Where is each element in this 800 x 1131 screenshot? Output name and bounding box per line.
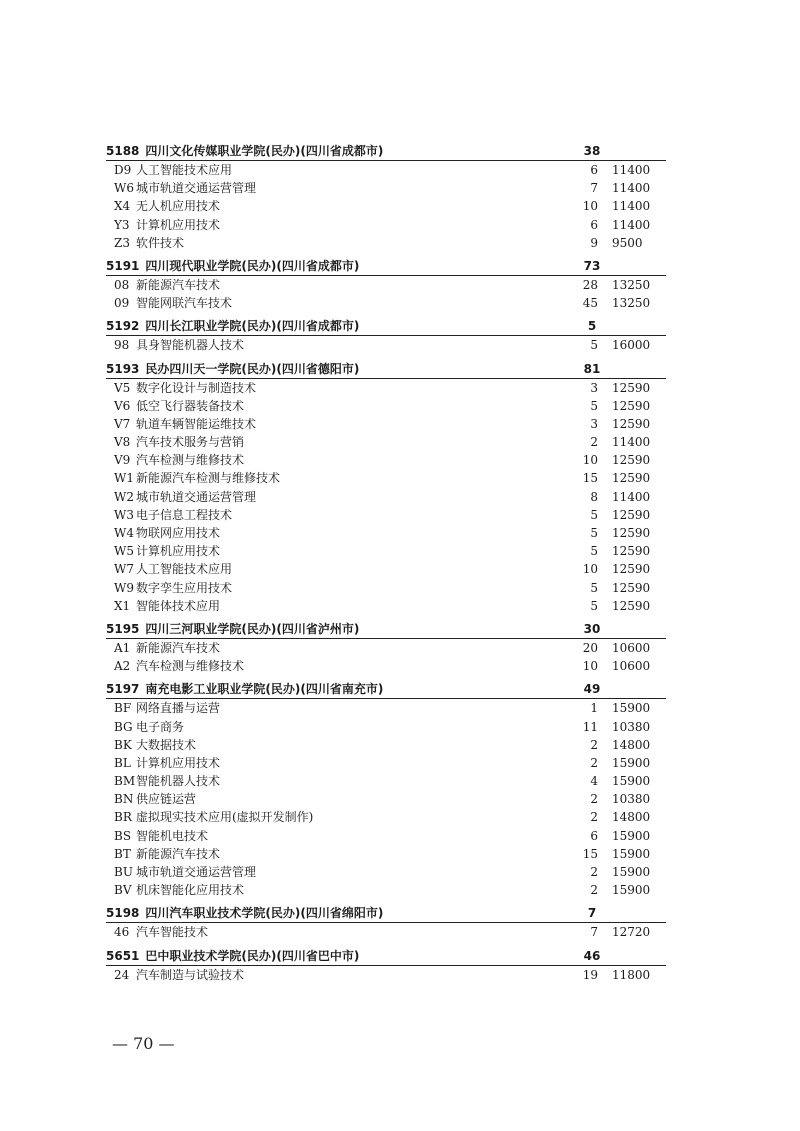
major-quota: 6: [590, 163, 598, 177]
major-fee: 12590: [612, 544, 651, 559]
major-quota: 5: [590, 507, 598, 522]
school-code: 5197: [106, 682, 140, 697]
major-fee: 11400: [612, 435, 651, 450]
major-quota: 19: [582, 967, 598, 982]
school-header: [106, 619, 666, 639]
major-fee: 12590: [612, 562, 651, 577]
major-code: BN: [114, 792, 134, 807]
school-code: 5651: [106, 948, 140, 963]
major-code: W7: [114, 562, 134, 577]
major-code: W6: [114, 181, 134, 196]
major-row: [106, 524, 666, 542]
major-name: 数字孪生应用技术: [136, 580, 233, 595]
major-row: [106, 827, 666, 845]
major-code: BT: [114, 846, 131, 861]
major-code: X1: [114, 598, 131, 613]
major-fee: 10380: [612, 792, 651, 807]
major-quota: 10: [582, 453, 598, 468]
major-row: [106, 379, 666, 397]
major-code: BS: [114, 828, 132, 843]
major-code: Y3: [114, 217, 130, 232]
major-code: 98: [114, 338, 130, 353]
major-row: [106, 772, 666, 790]
major-fee: 12590: [612, 380, 651, 395]
school-total-quota: 49: [583, 682, 601, 697]
school-name: 四川三河职业学院(民办)(四川省泸州市): [145, 621, 360, 636]
major-name: 汽车技术服务与营销: [136, 435, 245, 450]
major-name: 电子商务: [136, 719, 185, 734]
major-fee: 9500: [612, 235, 643, 250]
major-row: [106, 488, 666, 506]
major-quota: 20: [582, 640, 598, 655]
major-row: [106, 881, 666, 899]
major-code: BF: [114, 701, 132, 716]
major-row: [106, 754, 666, 772]
major-row: [106, 415, 666, 433]
major-fee: 10380: [612, 719, 651, 734]
major-quota: 2: [590, 755, 598, 770]
major-fee: 12590: [612, 471, 651, 486]
major-fee: 11400: [612, 181, 651, 196]
major-fee: 15900: [612, 774, 651, 789]
major-name: 低空飞行器装备技术: [136, 398, 245, 413]
major-quota: 2: [590, 792, 598, 807]
school-total-quota: 30: [583, 621, 601, 636]
school-name: 四川现代职业学院(民办)(四川省成都市): [145, 258, 360, 273]
major-name: 机床智能化应用技术: [136, 883, 245, 898]
major-row: [106, 966, 666, 984]
school-header: [106, 946, 666, 966]
major-name: 新能源汽车技术: [136, 640, 221, 655]
major-code: A1: [114, 640, 131, 655]
major-name: 智能机电技术: [136, 828, 209, 843]
major-row: [106, 161, 666, 179]
major-quota: 5: [590, 338, 598, 353]
major-fee: 12590: [612, 598, 651, 613]
school-title: [106, 256, 359, 276]
major-code: D9: [114, 163, 132, 177]
major-row: [106, 397, 666, 415]
major-name: 智能机器人技术: [136, 774, 221, 789]
major-fee: 13250: [612, 277, 651, 292]
major-row: [106, 294, 666, 312]
major-code: 08: [114, 277, 130, 292]
major-name: 汽车检测与维修技术: [136, 453, 245, 468]
major-fee: 12590: [612, 526, 651, 540]
major-name: 软件技术: [136, 235, 185, 250]
major-code: Z3: [114, 235, 130, 250]
major-quota: 7: [590, 925, 598, 940]
major-quota: 2: [590, 737, 598, 752]
major-code: BK: [114, 737, 132, 752]
major-name: 新能源汽车技术: [136, 846, 221, 861]
major-row: [106, 433, 666, 451]
major-code: BV: [114, 883, 132, 898]
school-code: 5192: [106, 319, 140, 334]
major-quota: 5: [590, 526, 598, 540]
major-name: 新能源汽车检测与维修技术: [136, 471, 281, 486]
major-row: [106, 718, 666, 736]
major-code: W3: [114, 507, 134, 522]
major-quota: 5: [590, 598, 598, 613]
school-code: 5188: [106, 144, 140, 158]
major-code: V7: [114, 416, 131, 431]
major-fee: 12590: [612, 398, 651, 413]
major-quota: 10: [582, 659, 598, 674]
school-header: [106, 359, 666, 379]
major-quota: 5: [590, 544, 598, 559]
school-header: [106, 316, 666, 336]
major-row: [106, 923, 666, 941]
major-quota: 9: [590, 235, 598, 250]
major-fee: 15900: [612, 883, 651, 898]
major-fee: 13250: [612, 296, 651, 311]
major-row: [106, 336, 666, 354]
major-quota: 15: [582, 846, 598, 861]
major-row: [106, 845, 666, 863]
major-code: BM: [114, 774, 136, 789]
school-title: [106, 359, 359, 379]
school-title: [106, 619, 359, 639]
major-quota: 7: [590, 181, 598, 196]
major-code: W2: [114, 489, 134, 504]
major-fee: 11400: [612, 199, 651, 214]
enrollment-table: [106, 141, 666, 984]
school-title: [106, 946, 359, 966]
school-name: 四川长江职业学院(民办)(四川省成都市): [145, 319, 360, 334]
major-fee: 12590: [612, 507, 651, 522]
major-quota: 15: [582, 471, 598, 486]
major-name: 计算机应用技术: [136, 217, 221, 232]
major-quota: 4: [590, 774, 598, 789]
major-name: 电子信息工程技术: [136, 507, 233, 522]
major-fee: 15900: [612, 865, 651, 879]
major-fee: 14800: [612, 737, 651, 752]
school-header: [106, 679, 666, 699]
major-name: 智能网联汽车技术: [136, 296, 233, 311]
major-quota: 8: [590, 489, 598, 504]
major-fee: 12590: [612, 580, 651, 595]
major-name: 计算机应用技术: [136, 544, 221, 559]
major-code: BL: [114, 755, 131, 770]
major-code: V5: [114, 380, 131, 395]
major-row: [106, 234, 666, 252]
school-name: 四川文化传媒职业学院(民办)(四川省成都市): [145, 144, 384, 158]
major-code: W9: [114, 580, 134, 595]
page-number: — 70 —: [112, 1034, 175, 1053]
major-row: [106, 790, 666, 808]
school-title: [106, 903, 383, 923]
school-title: [106, 679, 383, 699]
major-name: 轨道车辆智能运维技术: [136, 416, 257, 431]
major-quota: 6: [590, 217, 598, 232]
major-quota: 10: [582, 562, 598, 577]
major-name: 计算机应用技术: [136, 755, 221, 770]
major-quota: 2: [590, 883, 598, 898]
school-header: [106, 903, 666, 923]
major-quota: 3: [590, 380, 598, 395]
school-total-quota: 38: [583, 144, 601, 158]
major-quota: 10: [582, 199, 598, 214]
major-code: V8: [114, 435, 131, 450]
major-quota: 3: [590, 416, 598, 431]
major-code: 24: [114, 967, 130, 982]
major-quota: 28: [582, 277, 598, 292]
major-name: 网络直播与运营: [136, 701, 221, 716]
major-fee: 11800: [612, 967, 651, 982]
major-row: [106, 657, 666, 675]
major-code: 46: [114, 925, 130, 940]
major-name: 虚拟现实技术应用(虚拟开发制作): [136, 810, 314, 825]
major-quota: 11: [582, 719, 598, 734]
major-code: BU: [114, 865, 133, 879]
school-header: [106, 141, 666, 161]
major-name: 人工智能技术应用: [136, 163, 233, 177]
major-row: [106, 197, 666, 215]
major-name: 无人机应用技术: [136, 199, 221, 214]
major-fee: 15900: [612, 846, 651, 861]
school-header: [106, 256, 666, 276]
major-fee: 12590: [612, 416, 651, 431]
major-code: A2: [114, 659, 131, 674]
major-name: 大数据技术: [136, 737, 197, 752]
major-fee: 11400: [612, 163, 651, 177]
major-quota: 2: [590, 810, 598, 825]
major-name: 城市轨道交通运营管理: [136, 865, 257, 879]
school-code: 5193: [106, 361, 140, 376]
major-row: [106, 579, 666, 597]
major-quota: 1: [590, 701, 598, 716]
major-name: 人工智能技术应用: [136, 562, 233, 577]
major-row: [106, 560, 666, 578]
major-name: 城市轨道交通运营管理: [136, 181, 257, 196]
major-row: [106, 597, 666, 615]
school-total-quota: 5: [587, 319, 597, 334]
major-row: [106, 639, 666, 657]
major-code: 09: [114, 296, 130, 311]
major-name: 智能体技术应用: [136, 598, 221, 613]
major-name: 汽车智能技术: [136, 925, 209, 940]
major-fee: 12590: [612, 453, 651, 468]
major-code: V6: [114, 398, 131, 413]
major-code: W5: [114, 544, 134, 559]
major-row: [106, 179, 666, 197]
major-fee: 16000: [612, 338, 651, 353]
major-name: 数字化设计与制造技术: [136, 380, 257, 395]
major-fee: 15900: [612, 701, 651, 716]
major-fee: 11400: [612, 489, 651, 504]
major-name: 汽车检测与维修技术: [136, 659, 245, 674]
major-name: 物联网应用技术: [136, 526, 221, 540]
major-name: 供应链运营: [136, 792, 197, 807]
major-quota: 2: [590, 865, 598, 879]
major-row: [106, 808, 666, 826]
major-fee: 14800: [612, 810, 651, 825]
major-name: 新能源汽车技术: [136, 277, 221, 292]
major-fee: 15900: [612, 755, 651, 770]
major-row: [106, 736, 666, 754]
major-row: [106, 216, 666, 234]
major-fee: 10600: [612, 640, 651, 655]
school-code: 5198: [106, 906, 140, 921]
major-name: 城市轨道交通运营管理: [136, 489, 257, 504]
school-total-quota: 7: [587, 906, 597, 921]
major-code: V9: [114, 453, 131, 468]
major-quota: 5: [590, 580, 598, 595]
major-code: BR: [114, 810, 132, 825]
major-quota: 2: [590, 435, 598, 450]
school-code: 5195: [106, 621, 140, 636]
school-total-quota: 46: [583, 948, 601, 963]
major-row: [106, 451, 666, 469]
school-name: 四川汽车职业技术学院(民办)(四川省绵阳市): [145, 906, 384, 921]
major-quota: 45: [582, 296, 598, 311]
major-quota: 5: [590, 398, 598, 413]
major-fee: 15900: [612, 828, 651, 843]
major-fee: 12720: [612, 925, 651, 940]
major-row: [106, 542, 666, 560]
major-row: [106, 699, 666, 717]
major-name: 具身智能机器人技术: [136, 338, 245, 353]
school-total-quota: 73: [583, 258, 601, 273]
school-name: 民办四川天一学院(民办)(四川省德阳市): [145, 361, 360, 376]
major-row: [106, 276, 666, 294]
major-code: W4: [114, 526, 134, 540]
major-code: W1: [114, 471, 134, 486]
school-name: 南充电影工业职业学院(民办)(四川省南充市): [145, 682, 384, 697]
school-name: 巴中职业技术学院(民办)(四川省巴中市): [145, 948, 360, 963]
school-title: [106, 141, 383, 161]
major-row: [106, 863, 666, 881]
major-fee: 11400: [612, 217, 651, 232]
school-total-quota: 81: [583, 361, 601, 376]
school-code: 5191: [106, 258, 140, 273]
major-row: [106, 506, 666, 524]
major-code: BG: [114, 719, 133, 734]
major-row: [106, 469, 666, 487]
major-code: X4: [114, 199, 131, 214]
major-quota: 6: [590, 828, 598, 843]
major-fee: 10600: [612, 659, 651, 674]
major-name: 汽车制造与试验技术: [136, 967, 245, 982]
school-title: [106, 316, 359, 336]
